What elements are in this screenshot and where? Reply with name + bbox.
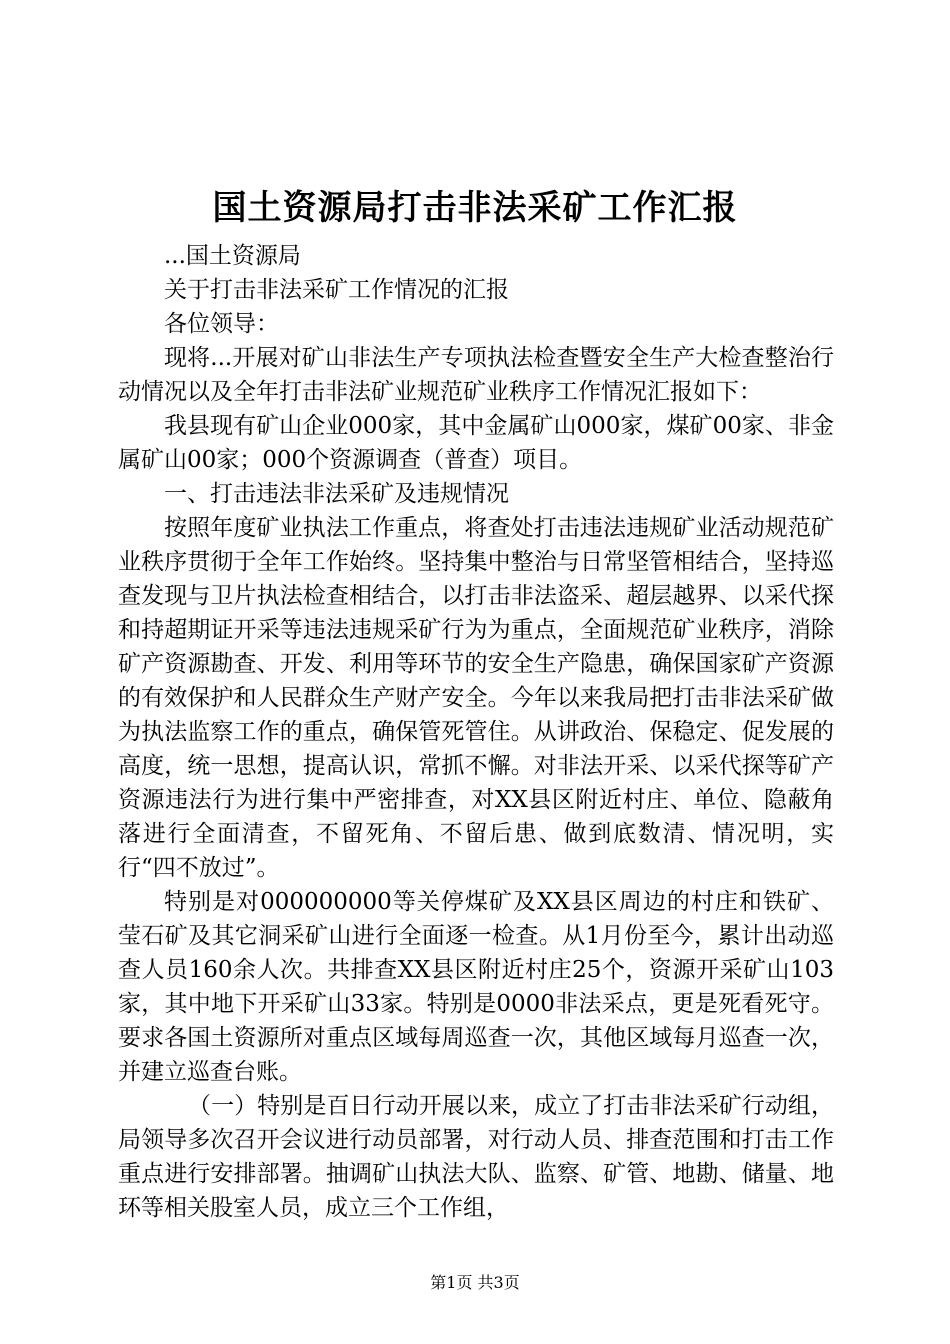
paragraph-inspection-stats: 特别是对000000000等关停煤矿及XX县区周边的村庄和铁矿、莹石矿及其它洞采矿山进行全面逐一检查。从1月份至今，累计出动巡查人员160余人次。共排查XX县区附近村庄25个，资源开采矿山103家，其中地下开采矿山33家。特别是0000非法采点，更是死看死守。要求各国土资源所对重点区域每周巡查一次，其他区域每月巡查一次，并建立巡查台账。: [118, 889, 834, 1085]
paragraph-intro: 现将...开展对矿山非法生产专项执法检查暨安全生产大检查整治行动情况以及全年打击非法矿业规范矿业秩序工作情况汇报如下：: [118, 345, 834, 405]
document-body: [118, 239, 834, 1225]
document-title: 国土资源局打击非法采矿工作汇报: [212, 188, 738, 228]
section-heading-1: 一、打击违法非法采矿及违规情况: [164, 481, 509, 507]
paragraph-org-name: ...国土资源局: [164, 243, 301, 269]
paragraph-mine-counts: 我县现有矿山企业000家，其中金属矿山000家，煤矿00家、非金属矿山00家；000个资源调查（普查）项目。: [118, 413, 834, 473]
page-footer: 第1页 共3页: [430, 1273, 520, 1292]
paragraph-hundred-day-action: （一）特别是百日行动开展以来，成立了打击非法采矿行动组，局领导多次召开会议进行动员部署，对行动人员、排查范围和打击工作重点进行安排部署。抽调矿山执法大队、监察、矿管、地勘、储量、地环等相关股室人员，成立三个工作组，: [118, 1093, 834, 1221]
paragraph-salutation: 各位领导：: [164, 311, 279, 337]
paragraph-report-subject: 关于打击非法采矿工作情况的汇报: [164, 277, 509, 303]
paragraph-enforcement-focus: 按照年度矿业执法工作重点，将查处打击违法违规矿业活动规范矿业秩序贯彻于全年工作始终。坚持集中整治与日常坚管相结合，坚持巡查发现与卫片执法检查相结合，以打击非法盗采、超层越界、以采代探和持超期证开采等违法违规采矿行为为重点，全面规范矿业秩序，消除矿产资源勘查、开发、利用等环节的安全生产隐患，确保国家矿产资源的有效保护和人民群众生产财产安全。今年以来我局把打击非法采矿做为执法监察工作的重点，确保管死管住。从讲政治、保稳定、促发展的高度，统一思想，提高认识，常抓不懈。对非法开采、以采代探等矿产资源违法行为进行集中严密排查，对XX县区附近村庄、单位、隐蔽角落进行全面清查，不留死角、不留后患、做到底数清、情况明，实行“四不放过”。: [118, 515, 834, 881]
